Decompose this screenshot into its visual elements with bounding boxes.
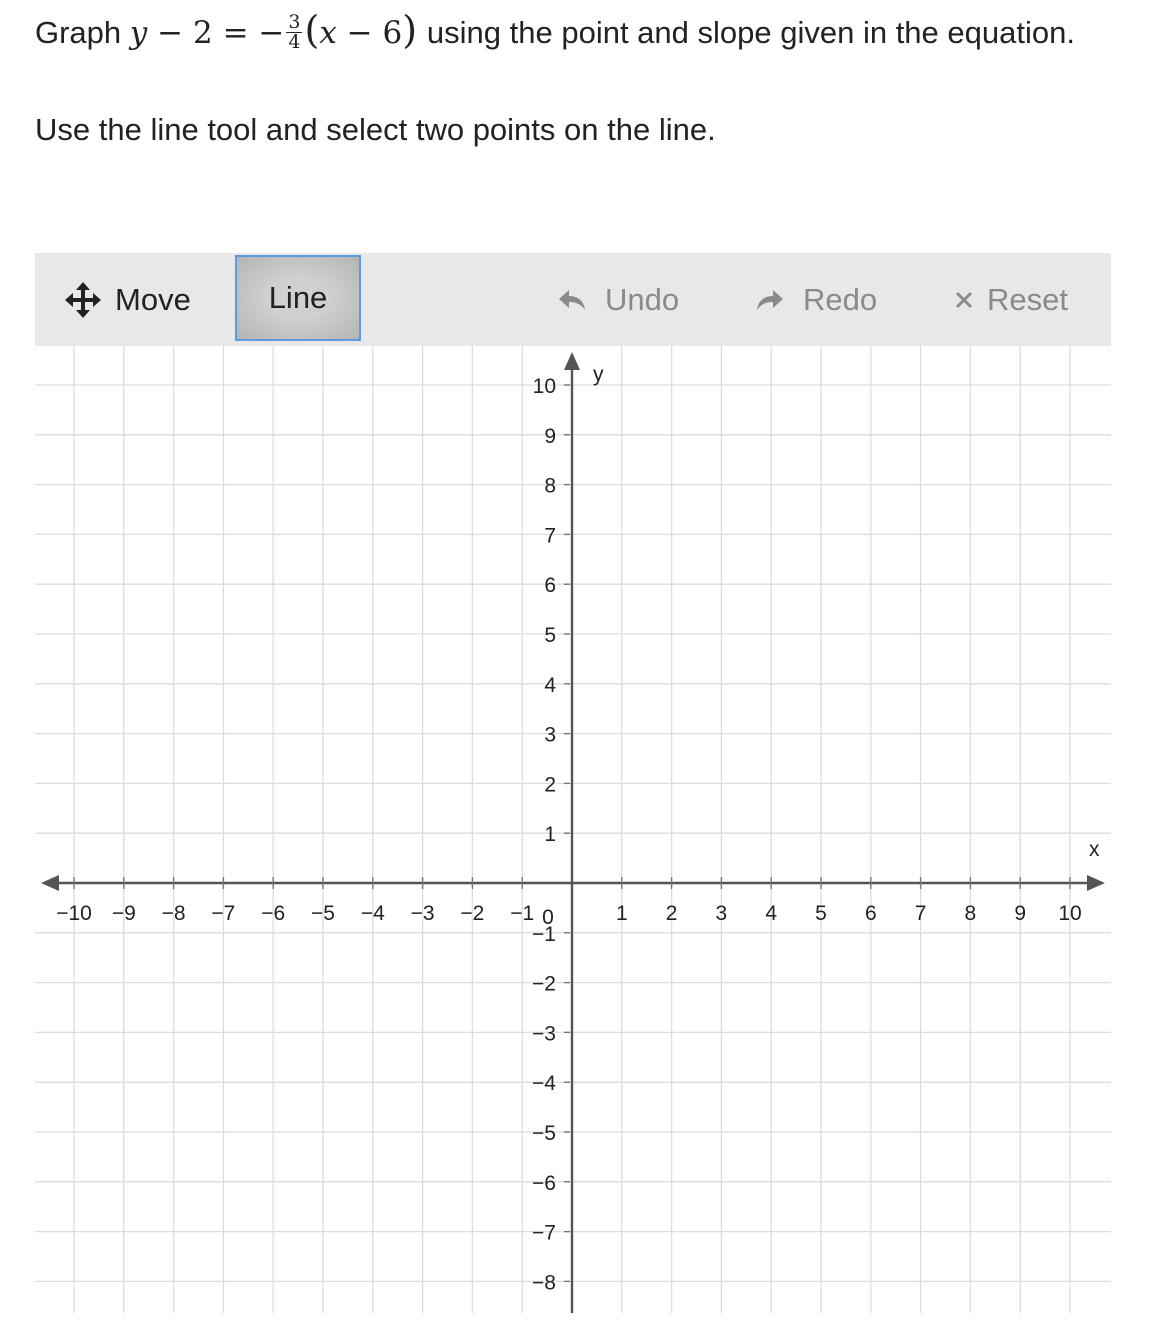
x-tick-label: 1 [615,902,628,925]
x-tick-label: 10 [1058,902,1082,925]
eq-paren-open: ( [304,8,320,52]
x-tick-label: −6 [261,902,286,925]
coordinate-plane[interactable] [35,346,1111,1313]
origin-label: 0 [542,906,554,929]
eq-frac-denominator: 4 [288,31,301,53]
x-tick-label: −4 [360,902,385,925]
eq-inner-rest: − 6 [346,15,403,51]
y-tick-label: 8 [544,474,556,498]
y-tick-label: 10 [532,375,556,398]
x-tick-label: 9 [1014,902,1027,925]
move-arrows-icon [65,282,101,318]
eq-lhs-var: y [129,15,148,51]
x-tick-label: 5 [815,902,827,925]
x-tick-label: −3 [410,902,435,925]
redo-button[interactable] [755,253,877,346]
question-prefix: Graph [35,15,122,50]
x-tick-label: 6 [864,902,877,925]
redo-arrow-icon [755,285,785,315]
y-tick-label: 3 [544,723,556,747]
x-tick-label: −10 [56,902,92,925]
close-x-icon [953,289,975,311]
move-tool-button[interactable] [65,253,191,346]
x-tick-label: 4 [765,902,778,925]
x-tick-label: 7 [914,902,927,925]
x-tick-label: −2 [460,902,485,925]
eq-paren-close: ) [402,8,418,52]
question-text [35,8,1075,55]
y-tick-label: −8 [532,1271,556,1295]
y-tick-label: 1 [544,823,556,847]
y-tick-label: 2 [544,773,556,797]
eq-fraction [286,13,302,52]
y-tick-label: 7 [544,524,556,548]
x-tick-label: 2 [665,902,678,925]
undo-button[interactable] [557,253,679,346]
eq-inner-var: x [319,15,337,51]
y-tick-label: 5 [544,624,556,647]
x-tick-label: 8 [964,902,977,925]
y-tick-label: −5 [532,1122,556,1145]
y-tick-label: −6 [532,1171,556,1195]
reset-button[interactable] [953,253,1068,346]
move-tool-label: Move [115,281,191,317]
x-tick-label: −1 [510,902,535,925]
undo-arrow-icon [557,285,587,315]
redo-label: Redo [803,281,878,317]
y-tick-label: −1 [532,922,556,946]
eq-lhs-rest: − 2 = − [157,15,285,51]
y-axis-label: y [593,363,604,386]
x-tick-label: −8 [161,902,186,925]
x-tick-label: −9 [111,902,136,925]
x-tick-label: 3 [715,902,728,925]
x-tick-label: −7 [211,902,236,925]
y-tick-label: −3 [532,1022,556,1046]
y-tick-label: −2 [532,972,556,996]
y-tick-label: 9 [544,424,556,448]
coordinate-plane-svg[interactable] [35,346,1111,1313]
undo-label: Undo [605,281,680,317]
line-tool-button[interactable] [235,255,361,341]
y-tick-label: −4 [532,1072,556,1096]
y-tick-label: 6 [544,574,556,598]
x-axis-label: x [1089,838,1100,861]
question-suffix: using the point and slope given in the equation. [426,15,1075,50]
y-tick-label: 4 [544,673,556,697]
instruction-text: Use the line tool and select two points on the line. [35,112,716,147]
graphing-widget [35,253,1111,1313]
eq-frac-numerator: 3 [288,11,301,33]
y-tick-label: −7 [532,1221,556,1245]
equation [129,8,427,53]
reset-label: Reset [987,281,1068,317]
line-tool-label: Line [268,280,328,315]
x-tick-label: −5 [311,902,335,925]
graph-toolbar [35,253,1111,346]
